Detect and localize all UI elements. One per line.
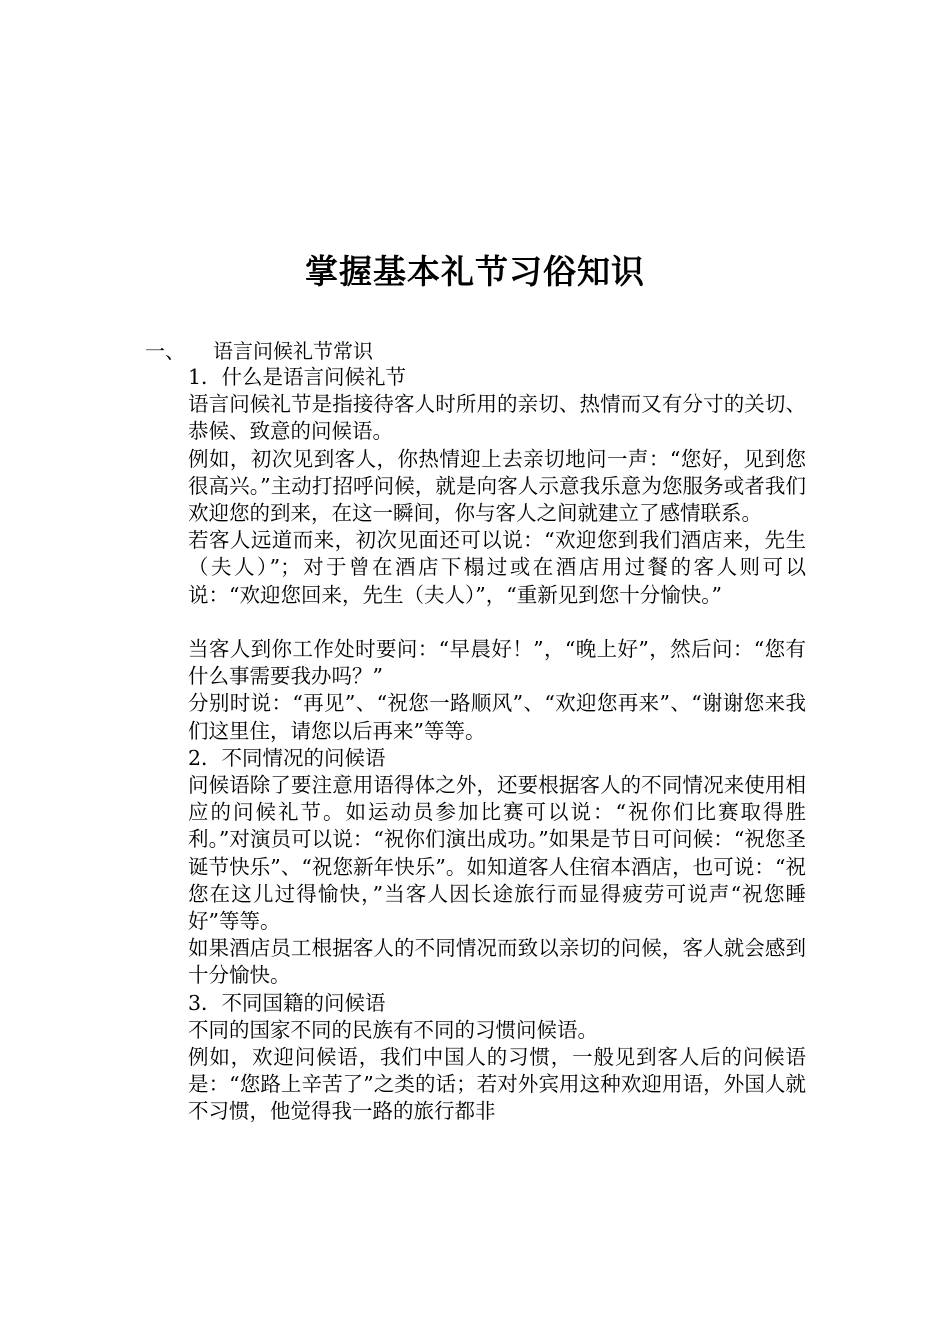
paragraph: 语言问候礼节是指接待客人时所用的亲切、热情而又有分寸的关切、恭候、致意的问候语。 bbox=[188, 392, 806, 444]
subheading: 3．不同国籍的问候语 bbox=[188, 990, 386, 1015]
section-number: 一、 bbox=[145, 339, 185, 363]
paragraph: 不同的国家不同的民族有不同的习惯问候语。 bbox=[188, 1017, 598, 1042]
paragraph: 如果酒店员工根据客人的不同情况而致以亲切的问候，客人就会感到十分愉快。 bbox=[188, 936, 806, 988]
document-body bbox=[188, 364, 806, 1126]
subheading: 2．不同情况的问候语 bbox=[188, 745, 386, 770]
section-title: 语言问候礼节常识 bbox=[213, 339, 373, 363]
paragraph: 例如，欢迎问候语，我们中国人的习惯，一般见到客人后的问候语是：“您路上辛苦了”之类的话；若对外宾用这种欢迎用语，外国人就不习惯，他觉得我一路的旅行都非 bbox=[188, 1045, 806, 1124]
paragraph: 当客人到你工作处时要问：“早晨好！”，“晚上好”，然后问：“您有什么事需要我办吗？” bbox=[188, 637, 806, 689]
section-heading bbox=[145, 338, 373, 365]
document-title: 掌握基本礼节习俗知识 bbox=[305, 252, 645, 291]
paragraph: 例如，初次见到客人，你热情迎上去亲切地问一声：“您好，见到您很高兴。”主动打招呼问候，就是向客人示意我乐意为您服务或者我们欢迎您的到来，在这一瞬间，你与客人之间就建立了感情联系。 bbox=[188, 446, 806, 526]
subheading: 1．什么是语言问候礼节 bbox=[188, 365, 407, 389]
paragraph: 分别时说：“再见”、“祝您一路顺风”、“欢迎您再来”、“谢谢您来我们这里住，请您以后再来”等等。 bbox=[188, 691, 806, 743]
paragraph: 若客人远道而来，初次见面还可以说：“欢迎您到我们酒店来，先生（夫人）”；对于曾在酒店下榻过或在酒店用过餐的客人则可以说：“欢迎您回来，先生（夫人）”，“重新见到您十分愉快。” bbox=[188, 528, 806, 607]
paragraph: 问候语除了要注意用语得体之外，还要根据客人的不同情况来使用相应的问候礼节。如运动员参加比赛可以说：“祝你们比赛取得胜利。”对演员可以说：“祝你们演出成功。”如果是节日可问候：“祝您圣诞节快乐”、“祝您新年快乐”。如知道客人住宿本酒店，也可说：“祝您在这儿过得愉快，”当客人因长途旅行而显得疲劳可说声“祝您睡好”等等。 bbox=[188, 773, 806, 934]
